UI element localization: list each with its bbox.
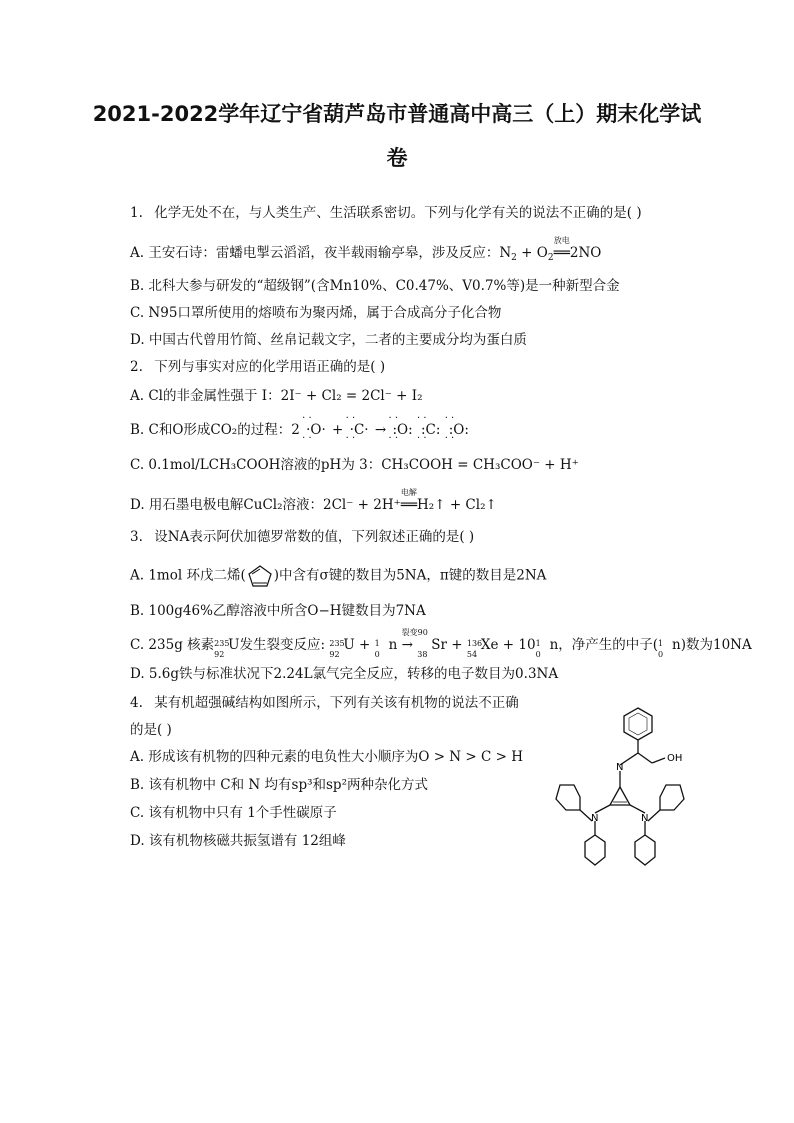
cyclopentadiene-icon [246,564,274,588]
lewis-carbon: · · :C: · · [419,421,442,439]
question-1-option-b: B. 北科大参与研发的“超级钢”(含Mn10%、C0.47%、V0.7%等)是一种新型合金 [130,278,620,294]
question-3-option-d: D. 5.6g铁与标准状况下2.24L氯气完全反应，转移的电子数目为0.3NA [130,666,559,682]
molecule-structure-figure [540,705,700,880]
cyclohexyl-ring [660,785,684,810]
page-title: 2021-2022学年辽宁省葫芦岛市普通高中高三（上）期末化学试卷 [92,102,702,170]
question-1-option-d: D. 中国古代曾用竹简、丝帛记载文字，二者的主要成分均为蛋白质 [130,332,527,348]
cyclohexyl-ring [585,835,605,865]
lewis-oxygen: · · :O: · · [447,421,471,439]
question-4-stem-cont: 的是( ) [130,722,172,738]
question-4-option-c: C. 该有机物中只有 1个手性碳原子 [130,805,337,821]
cyclohexyl-ring [556,785,580,810]
svg-text:N: N [641,813,649,824]
question-3-option-a: A. 1mol 环戊二烯( )中含有σ键的数目为5NA，π键的数目是2NA [130,564,546,588]
reaction-arrow: 电解 ══ [400,488,418,513]
question-1-option-c: C. N95口罩所使用的熔喷布为聚丙烯，属于合成高分子化合物 [130,305,502,321]
question-1-option-a: A. 王安石诗：雷蟠电掣云滔滔，夜半载雨输亭皋，涉及反应：$N_2 + O_2$ 放电 ══2NO [130,236,602,263]
question-2-option-d: D. 用石墨电极电解CuCl₂溶液：2Cl⁻ + 2H⁺ 电解 ══H₂↑ + Cl₂↑ [130,488,497,513]
question-2-option-c: C. 0.1mol/LCH₃COOH溶液的pH为 3：CH₃COOH = CH₃COO⁻ + H⁺ [130,457,579,473]
question-3-option-b: B. 100g46%乙醇溶液中所含O−H键数目为7NA [130,603,426,619]
reaction-arrow: 裂变90 → [401,628,428,653]
reaction-arrow: 放电 ══ [553,236,570,261]
svg-text:N: N [591,813,599,824]
question-1-stem: 1. 化学无处不在，与人类生产、生活联系密切。下列与化学有关的说法不正确的是( ) [130,205,642,221]
cyclohexyl-ring [635,835,655,865]
question-4-option-b: B. 该有机物中 C和 N 均有sp³和sp²两种杂化方式 [130,777,428,793]
question-2-stem: 2. 下列与事实对应的化学用语正确的是( ) [130,359,386,375]
question-2-option-b: B. C和O形成CO₂的过程：2 · · ·O· · · + · · ·C· · · → · · :O: · · · · :C: · · · · :O: · · [130,421,471,439]
question-2-option-a: A. Cl的非金属性强于 I：2I⁻ + Cl₂ = 2Cl⁻ + I₂ [130,388,423,404]
question-3-stem: 3. 设NA表示阿伏加德罗常数的值，下列叙述正确的是( ) [130,529,475,545]
question-4-stem: 4. 某有机超强碱结构如图所示，下列有关该有机物的说法不正确 [130,695,519,711]
question-3-option-c: C. 235g 核素 235 92 U发生裂变反应: 235 92 U + 1 0 n 裂变90 → 38 Sr + 136 54 Xe + 10 1 0 n，净产生的中子( 1 0 n)数为10NA [130,628,752,659]
question-4-option-a: A. 形成该有机物的四种元素的电负性大小顺序为O > N > C > H [130,749,523,765]
lewis-carbon: · · ·C· · · [348,421,371,439]
svg-text:OH: OH [667,753,683,764]
lewis-oxygen: · · :O: · · [391,421,415,439]
question-4-option-d: D. 该有机物核磁共振氢谱有 12组峰 [130,833,346,849]
lewis-oxygen: · · ·O· · · [304,421,328,439]
svg-text:N: N [616,762,624,773]
